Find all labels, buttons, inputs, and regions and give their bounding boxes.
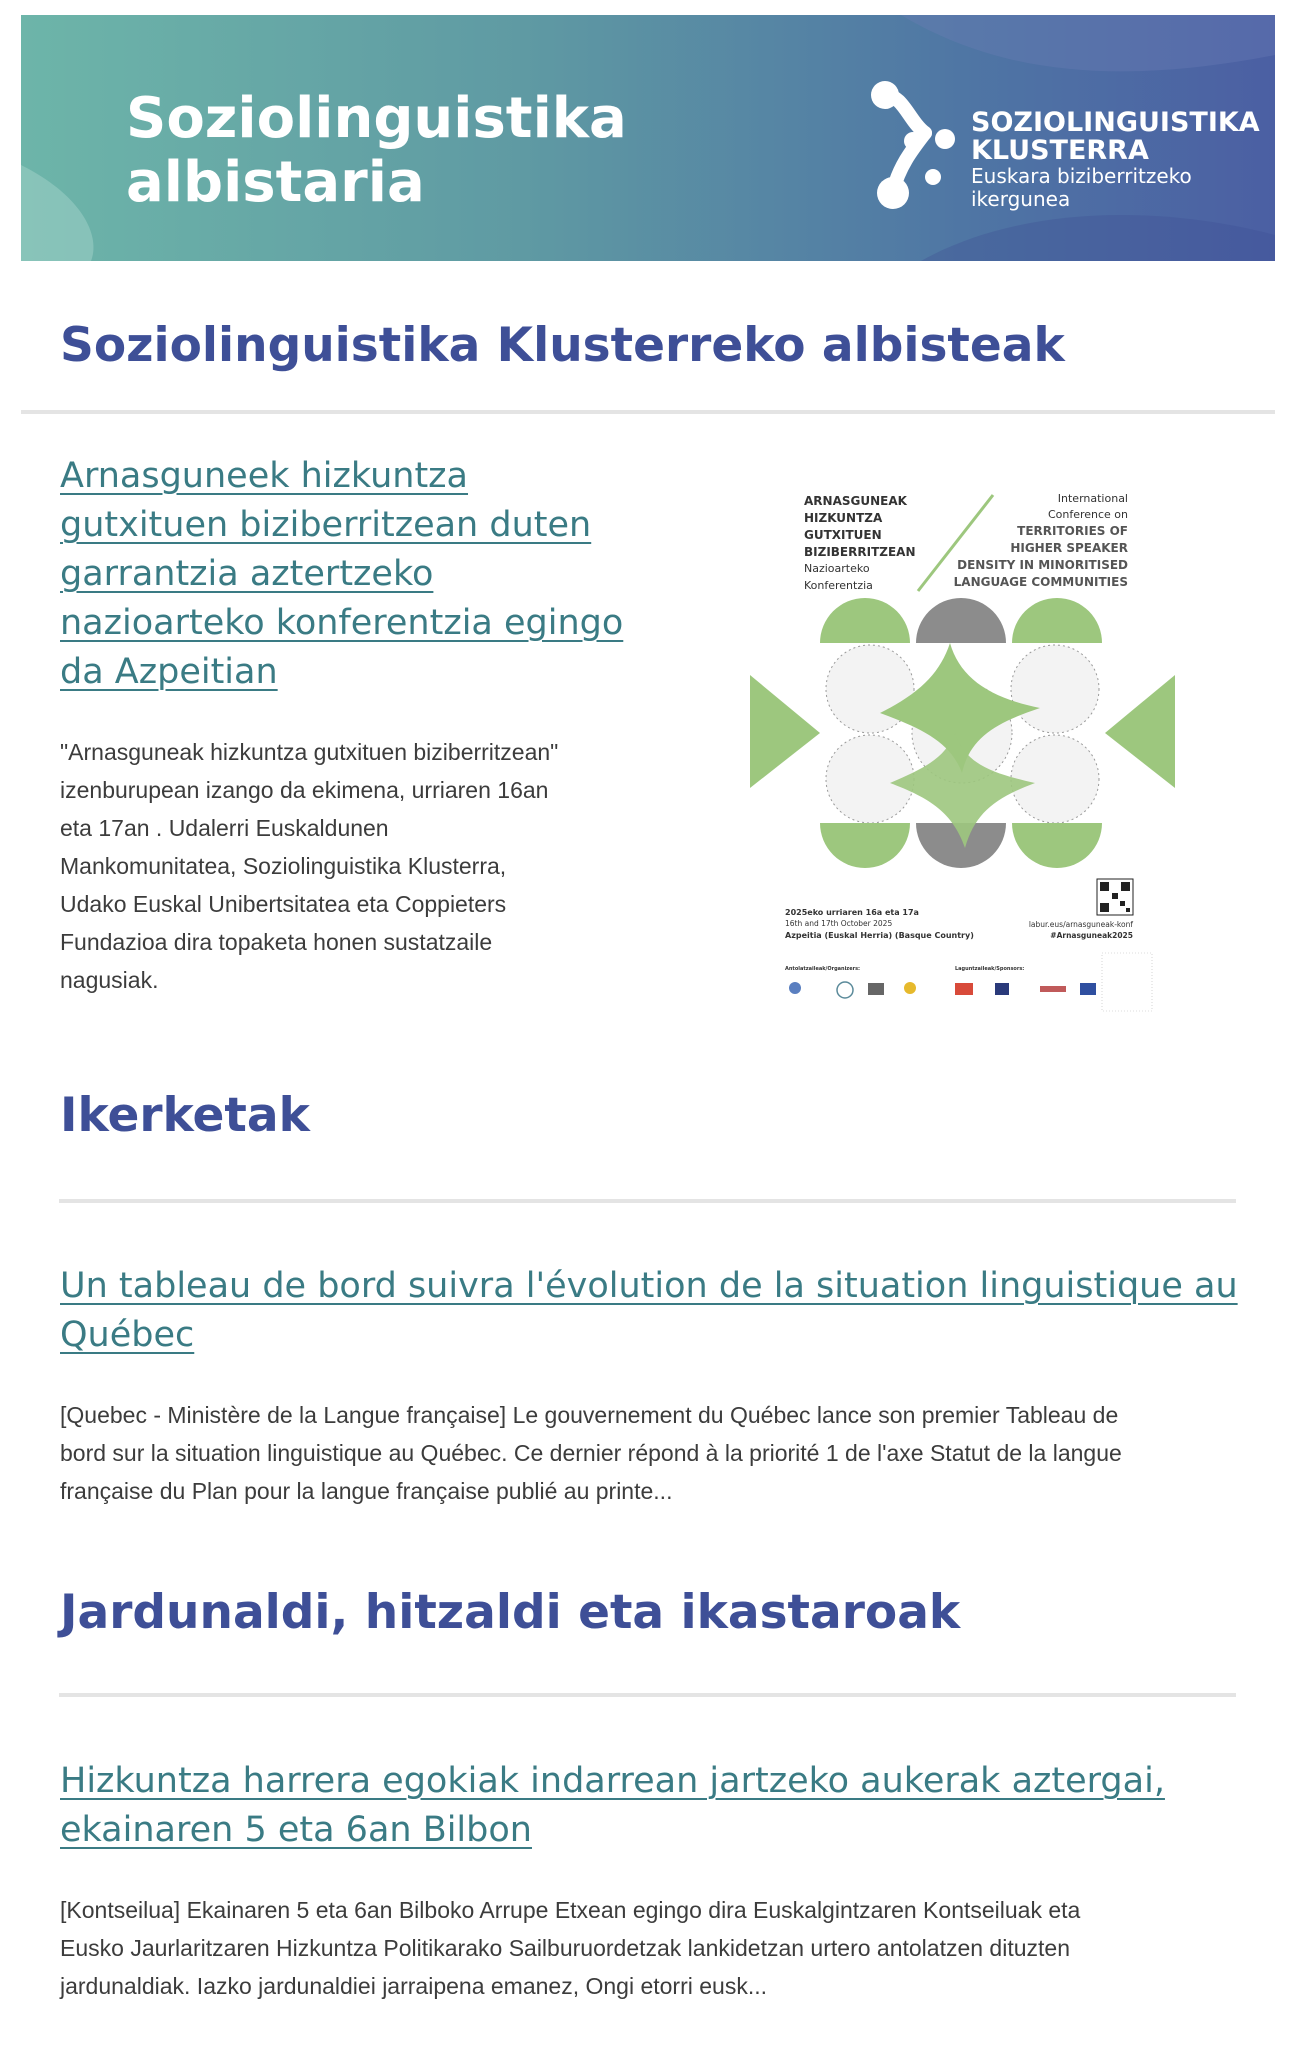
section-divider: [59, 1199, 1236, 1203]
banner-title-line2: albistaria: [126, 150, 425, 215]
logo-line1: SOZIOLINGUISTIKA: [971, 107, 1260, 138]
banner-title: [126, 87, 627, 215]
article-link-hizkuntza-harrera[interactable]: [60, 1757, 1240, 1855]
poster-right-sub-line: International: [1057, 492, 1128, 505]
article-title-line: garrantzia aztertzeko: [60, 554, 434, 594]
section-heading-research: Ikerketak: [60, 1088, 310, 1143]
article-title-line: ekainaren 5 eta 6an Bilbon: [60, 1810, 532, 1850]
poster-sponsors-label: Laguntzaileak/Sponsors:: [955, 966, 1025, 972]
article-link-quebec-dashboard[interactable]: [60, 1262, 1240, 1360]
summary-line: [Kontseilua] Ekainaren 5 eta 6an Bilboko Arrupe Etxean egingo dira Euskalgintzaren Kontseiluak eta: [60, 1897, 1081, 1923]
newsletter-banner: [21, 15, 1275, 261]
poster-organizers-label: Antolatzaileak/Organizers:: [785, 966, 861, 972]
summary-line: [Quebec - Ministère de la Langue française] Le gouvernement du Québec lance son premier Tableau de: [60, 1402, 1119, 1428]
logo-line3: Euskara biziberritzeko: [971, 164, 1192, 188]
poster-left-title-line: GUTXITUEN: [804, 528, 882, 542]
summary-line: française du Plan pour la langue française publié au printe...: [60, 1478, 673, 1504]
article-summary: [60, 1396, 1250, 1510]
article-link-arnasguneak[interactable]: [60, 452, 640, 697]
poster-right-title-line: TERRITORIES OF: [1017, 524, 1128, 538]
poster-date-english: 16th and 17th October 2025: [785, 919, 893, 928]
article-title-line: gutxituen biziberritzean duten: [60, 505, 592, 545]
poster-right-sub-line: Conference on: [1047, 508, 1128, 521]
poster-date-basque: 2025eko urriaren 16a eta 17a: [785, 908, 919, 917]
summary-line: "Arnasguneak hizkuntza gutxituen biziberritzean": [60, 739, 559, 765]
section-divider: [21, 410, 1275, 414]
banner-title-line1: Soziolinguistika: [126, 86, 627, 151]
poster-right-title-line: HIGHER SPEAKER: [1010, 541, 1128, 555]
cluster-logo-icon: [863, 81, 963, 211]
conference-poster-image[interactable]: [750, 483, 1175, 1023]
article-title-line: da Azpeitian: [60, 652, 278, 692]
poster-place: Azpeitia (Euskal Herria) (Basque Country): [785, 931, 974, 940]
summary-line: Mankomunitatea, Soziolinguistika Klusterra,: [60, 853, 507, 879]
poster-left-sub-line: Konferentzia: [804, 579, 873, 592]
article-summary: [60, 1891, 1250, 2005]
poster-left-title-line: BIZIBERRITZEAN: [804, 545, 916, 559]
article-summary: [60, 733, 660, 999]
poster-left-sub-line: Nazioarteko: [804, 562, 870, 575]
article-title-line: Québec: [60, 1315, 195, 1355]
summary-line: izenburupean izango da ekimena, urriaren 16an: [60, 777, 549, 803]
section-divider: [59, 1693, 1236, 1697]
article-title-line: Un tableau de bord suivra l'évolution de la situation linguistique au: [60, 1266, 1238, 1306]
summary-line: nagusiak.: [60, 967, 159, 993]
poster-left-title-line: HIZKUNTZA: [804, 511, 883, 525]
poster-right-title-line: DENSITY IN MINORITISED: [957, 558, 1128, 572]
poster-right-title-line: LANGUAGE COMMUNITIES: [953, 575, 1128, 589]
section-heading-events: Jardunaldi, hitzaldi eta ikastaroak: [60, 1585, 961, 1640]
poster-url: labur.eus/arnasguneak-konf: [1028, 920, 1133, 929]
section-heading-cluster-news: Soziolinguistika Klusterreko albisteak: [60, 318, 1065, 373]
summary-line: Udako Euskal Unibertsitatea eta Coppieters: [60, 891, 507, 917]
summary-line: bord sur la situation linguistique au Québec. Ce dernier répond à la priorité 1 de l'axe Statut de la langue: [60, 1440, 1122, 1466]
qr-code-icon: [1097, 879, 1133, 915]
logo-line4: ikergunea: [971, 187, 1071, 211]
summary-line: eta 17an . Udalerri Euskaldunen: [60, 815, 389, 841]
article-title-line: nazioarteko konferentzia egingo: [60, 603, 624, 643]
cluster-logo-text: [971, 109, 1260, 211]
article-title-line: Hizkuntza harrera egokiak indarrean jartzeko aukerak aztergai,: [60, 1761, 1165, 1801]
poster-left-title-line: ARNASGUNEAK: [804, 494, 907, 508]
summary-line: Fundazioa dira topaketa honen sustatzaile: [60, 929, 493, 955]
poster-hashtag: #Arnasguneak2025: [1050, 931, 1133, 940]
article-title-line: Arnasguneek hizkuntza: [60, 456, 469, 496]
summary-line: jardunaldiak. Iazko jardunaldiei jarraipena emanez, Ongi etorri eusk...: [60, 1973, 768, 1999]
logo-line2: KLUSTERRA: [971, 135, 1149, 166]
summary-line: Eusko Jaurlaritzaren Hizkuntza Politikarako Sailburuordetzak lankidetzan urtero antolatzen dituzten: [60, 1935, 1070, 1961]
